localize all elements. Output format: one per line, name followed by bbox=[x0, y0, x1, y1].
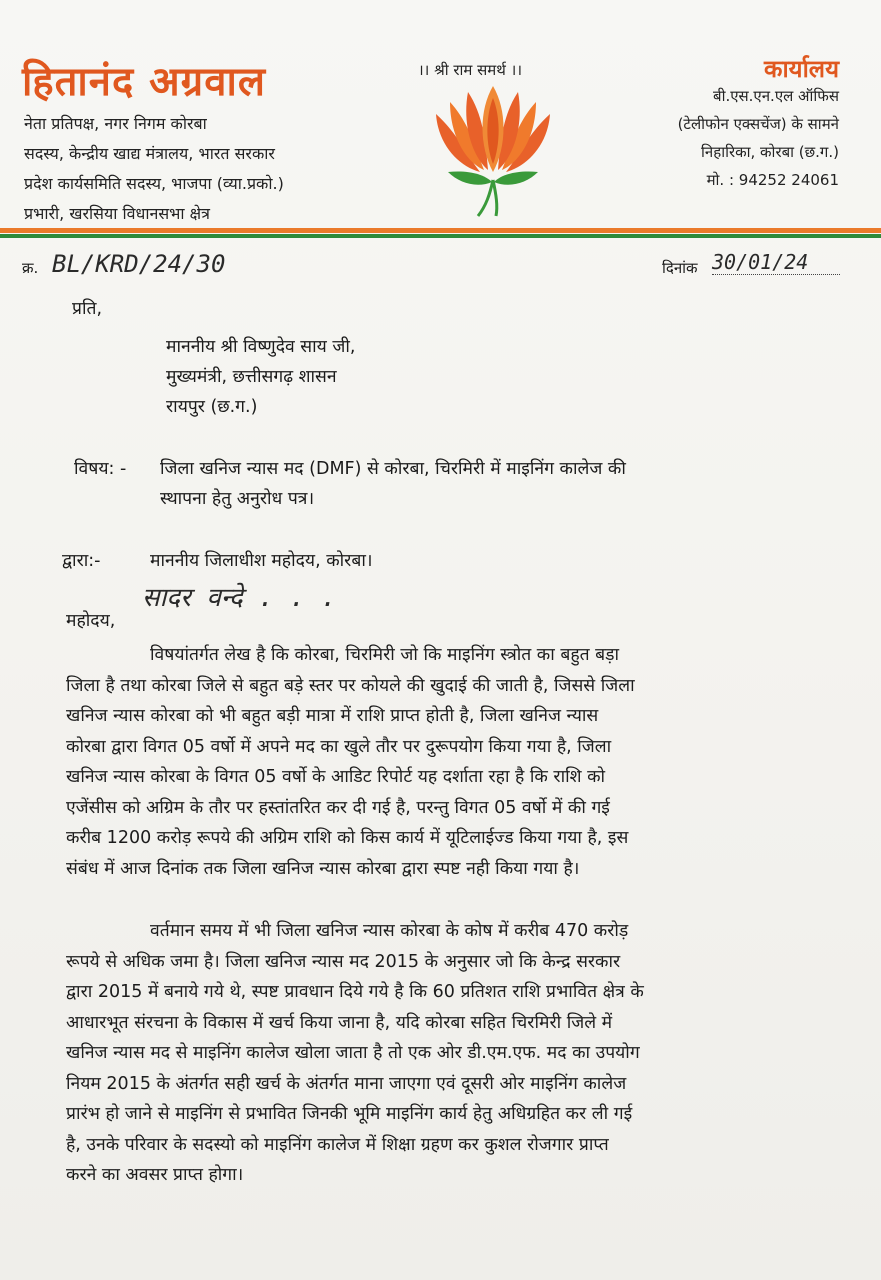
through-label: द्वारा:- bbox=[62, 551, 101, 571]
sender-designation-4: प्रभारी, खरसिया विधानसभा क्षेत्र bbox=[24, 204, 210, 223]
paragraph-line: रूपये से अधिक जमा है। जिला खनिज न्यास मद 2015 के अनुसार जो कि केन्द्र सरकार bbox=[66, 951, 621, 972]
paragraph-line: नियम 2015 के अंतर्गत सही खर्च के अंतर्गत माना जाएगा एवं दूसरी ओर माइनिंग कालेज bbox=[66, 1073, 627, 1094]
ref-label: क्र. bbox=[22, 259, 39, 277]
paragraph-line: विषयांतर्गत लेख है कि कोरबा, चिरमिरी जो कि माइनिंग स्त्रोत का बहुत बड़ा bbox=[150, 645, 620, 665]
office-address-1: बी.एस.एन.एल ऑफिस bbox=[713, 87, 839, 105]
office-title: कार्यालय bbox=[764, 54, 839, 83]
sender-designation-3: प्रदेश कार्यसमिति सदस्य, भाजपा (व्या.प्रको.) bbox=[24, 174, 284, 193]
paragraph-line: आधारभूत संरचना के विकास में खर्च किया जाना है, यदि कोरबा सहित चिरमिरी जिले में bbox=[66, 1012, 613, 1033]
paragraph-line: जिला है तथा कोरबा जिले से बहुत बड़े स्तर पर कोयले की खुदाई की जाती है, जिससे जिला bbox=[66, 675, 635, 696]
body-paragraph-1 bbox=[66, 640, 786, 884]
recipient-line-2: मुख्यमंत्री, छत्तीसगढ़ शासन bbox=[166, 367, 337, 387]
to-label: प्रति, bbox=[72, 299, 103, 319]
paragraph-line: द्वारा 2015 में बनाये गये थे, स्पष्ट प्रावधान दिये गये है कि 60 प्रतिशत राशि प्रभावित क्षेत्र के bbox=[66, 982, 644, 1002]
lotus-logo bbox=[428, 84, 558, 219]
date-label: दिनांक bbox=[662, 259, 698, 277]
ref-number: BL/KRD/24/30 bbox=[52, 250, 226, 278]
salutation: महोदय, bbox=[66, 611, 116, 631]
header-divider-orange bbox=[0, 228, 881, 233]
paragraph-line: करीब 1200 करोड़ रूपये की अग्रिम राशि को किस कार्य में यूटिलाईज्ड किया गया है, इस bbox=[66, 828, 629, 848]
header-divider-green bbox=[0, 234, 881, 238]
paragraph-line: प्रारंभ हो जाने से माइनिंग से प्रभावित जिनकी भूमि माइनिंग कार्य हेतु अधिग्रहित कर ली गई bbox=[66, 1104, 633, 1124]
office-phone: मो. : 94252 24061 bbox=[706, 171, 839, 189]
recipient-line-3: रायपुर (छ.ग.) bbox=[166, 397, 258, 417]
recipient-line-1: माननीय श्री विष्णुदेव साय जी, bbox=[166, 337, 356, 357]
paragraph-line: करने का अवसर प्राप्त होगा। bbox=[66, 1165, 244, 1185]
through-value: माननीय जिलाधीश महोदय, कोरबा। bbox=[150, 551, 373, 571]
handwritten-greeting: सादर वन्दे . . . bbox=[142, 583, 337, 613]
paragraph-line: कोरबा द्वारा विगत 05 वर्षो में अपने मद का खुले तौर पर दुरूपयोग किया गया है, जिला bbox=[66, 736, 612, 757]
paragraph-line: खनिज न्यास कोरबा को भी बहुत बड़ी मात्रा में राशि प्राप्त होती है, जिला खनिज न्यास bbox=[66, 706, 599, 726]
sender-designation-2: सदस्य, केन्द्रीय खाद्य मंत्रालय, भारत सरकार bbox=[24, 144, 275, 163]
paragraph-line: खनिज न्यास कोरबा के विगत 05 वर्षो के आडिट रिपोर्ट यह दर्शाता रहा है कि राशि को bbox=[66, 767, 606, 787]
body-paragraph-2 bbox=[66, 916, 786, 1191]
subject-line-1: जिला खनिज न्यास मद (DMF) से कोरबा, चिरमिरी में माइनिंग कालेज की bbox=[160, 459, 626, 479]
paragraph-line: है, उनके परिवार के सदस्यो को माइनिंग कालेज में शिक्षा ग्रहण कर कुशल रोजगार प्राप्त bbox=[66, 1134, 609, 1155]
subject-label: विषय: - bbox=[74, 459, 127, 479]
paragraph-line: खनिज न्यास मद से माइनिंग कालेज खोला जाता है तो एक ओर डी.एम.एफ. मद का उपयोग bbox=[66, 1043, 640, 1063]
paragraph-line: वर्तमान समय में भी जिला खनिज न्यास कोरबा के कोष में करीब 470 करोड़ bbox=[150, 921, 629, 941]
sender-name: हितानंद अग्रवाल bbox=[22, 58, 266, 105]
date-value: 30/01/24 bbox=[712, 250, 840, 275]
sender-designation-1: नेता प्रतिपक्ष, नगर निगम कोरबा bbox=[24, 114, 207, 133]
subject-line-2: स्थापना हेतु अनुरोध पत्र। bbox=[160, 489, 315, 509]
office-address-3: निहारिका, कोरबा (छ.ग.) bbox=[701, 143, 839, 161]
paragraph-line: संबंध में आज दिनांक तक जिला खनिज न्यास कोरबा द्वारा स्पष्ट नही किया गया है। bbox=[66, 858, 580, 879]
office-address-2: (टेलीफोन एक्सचेंज) के सामने bbox=[677, 115, 839, 133]
motto: ।। श्री राम समर्थ ।। bbox=[418, 61, 523, 79]
paragraph-line: एजेंसीस को अग्रिम के तौर पर हस्तांतरित कर दी गई है, परन्तु विगत 05 वर्षो में की गई bbox=[66, 797, 610, 818]
